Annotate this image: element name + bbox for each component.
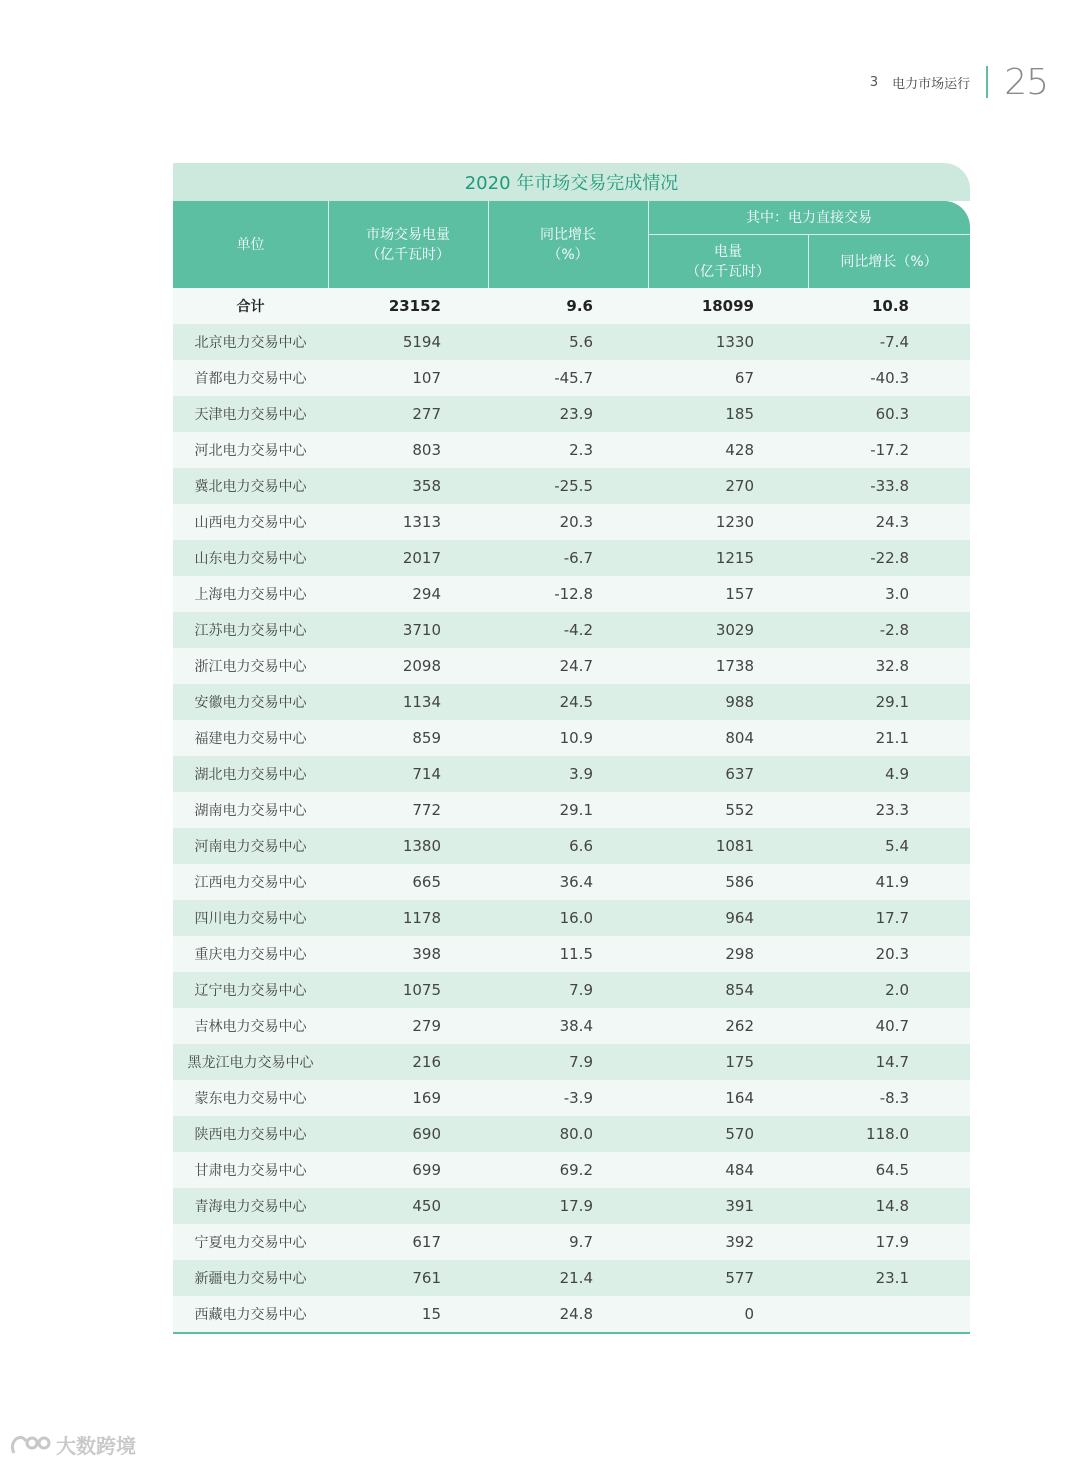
cell-unit: 江苏电力交易中心 [194,623,307,639]
cell-unit: 安徽电力交易中心 [194,695,307,711]
cell-growth: -6.7 [563,549,593,567]
table-row [173,828,970,864]
cell-direct-growth: 32.8 [875,657,909,675]
page-header [870,62,1048,102]
cell-direct-volume: 804 [725,729,754,747]
cell-direct-growth: -2.8 [879,621,909,639]
cell-market-volume: 690 [412,1125,441,1143]
cell-market-volume: 107 [412,369,441,387]
cell-direct-growth: 118.0 [866,1125,909,1143]
table-row [173,792,970,828]
cell-growth: 17.9 [559,1197,593,1215]
cell-unit: 青海电力交易中心 [194,1199,307,1215]
cell-growth: -3.9 [563,1089,593,1107]
cell-direct-volume: 484 [725,1161,754,1179]
header-unit [173,201,328,288]
cell-direct-volume: 164 [725,1089,754,1107]
table-row [173,612,970,648]
cell-direct-volume: 185 [725,405,754,423]
cell-market-volume: 294 [412,585,441,603]
cell-unit: 湖南电力交易中心 [194,803,307,819]
table-row [173,900,970,936]
cell-unit: 湖北电力交易中心 [194,767,307,783]
header-direct-volume-line2: （亿千瓦时） [686,263,770,280]
cell-unit: 山东电力交易中心 [194,551,307,567]
header-direct-growth [808,235,970,288]
table-row [173,1224,970,1260]
cell-market-volume: 450 [412,1197,441,1215]
cell-unit: 蒙东电力交易中心 [194,1091,307,1107]
cell-direct-growth: -8.3 [879,1089,909,1107]
header-direct-group-label: 其中：电力直接交易 [746,209,872,226]
cell-direct-growth: 41.9 [875,873,909,891]
cell-growth: 7.9 [569,981,593,999]
table-row [173,864,970,900]
cell-direct-growth: 3.0 [885,585,909,603]
cell-growth: -25.5 [554,477,593,495]
cell-direct-volume: 586 [725,873,754,891]
cell-market-volume: 772 [412,801,441,819]
table-row [173,720,970,756]
cell-growth: 24.7 [559,657,593,675]
table-row [173,1260,970,1296]
brand-logo-icon [8,1433,52,1457]
cell-direct-growth: -40.3 [870,369,909,387]
cell-direct-growth: 5.4 [885,837,909,855]
table-row [173,540,970,576]
table-header [173,201,970,288]
cell-direct-volume: 1738 [715,657,754,675]
cell-unit: 陕西电力交易中心 [194,1127,307,1143]
page-number: 25 [1004,61,1048,103]
cell-market-volume: 1134 [402,693,441,711]
watermark [8,1430,136,1459]
cell-market-volume: 358 [412,477,441,495]
header-market-volume-line2: （亿千瓦时） [366,246,450,263]
cell-direct-growth: 23.3 [875,801,909,819]
cell-direct-volume: 262 [725,1017,754,1035]
cell-direct-growth: 40.7 [875,1017,909,1035]
cell-unit: 北京电力交易中心 [194,335,307,351]
cell-direct-growth: -7.4 [879,333,909,351]
header-market-volume [328,201,488,288]
cell-market-volume: 1380 [402,837,441,855]
cell-market-volume: 3710 [402,621,441,639]
cell-direct-volume: 298 [725,945,754,963]
cell-unit: 吉林电力交易中心 [194,1019,307,1035]
cell-unit: 浙江电力交易中心 [194,659,307,675]
cell-direct-volume: 270 [725,477,754,495]
cell-direct-volume: 854 [725,981,754,999]
cell-market-volume: 216 [412,1053,441,1071]
cell-direct-volume: 637 [725,765,754,783]
header-direct-volume-line1: 电量 [714,243,742,260]
cell-market-volume: 2017 [402,549,441,567]
table-row [173,1008,970,1044]
cell-direct-volume: 1230 [715,513,754,531]
cell-market-volume: 803 [412,441,441,459]
cell-direct-growth: 23.1 [875,1269,909,1287]
cell-market-volume: 1075 [402,981,441,999]
table-total-row [173,288,970,324]
cell-market-volume: 1178 [402,909,441,927]
table-row [173,936,970,972]
chapter-number: 3 [869,74,879,90]
cell-direct-volume: 3029 [715,621,754,639]
cell-market-volume: 1313 [402,513,441,531]
cell-unit: 黑龙江电力交易中心 [187,1055,314,1071]
cell-direct-volume: 157 [725,585,754,603]
cell-unit: 宁夏电力交易中心 [194,1235,307,1251]
cell-direct-volume: 18099 [701,297,754,315]
header-market-volume-line1: 市场交易电量 [366,226,450,243]
cell-market-volume: 279 [412,1017,441,1035]
cell-direct-growth: 14.7 [875,1053,909,1071]
cell-unit: 天津电力交易中心 [194,407,307,423]
cell-growth: 10.9 [559,729,593,747]
market-trade-table [173,163,970,1334]
cell-unit: 江西电力交易中心 [194,875,307,891]
table-row [173,432,970,468]
cell-market-volume: 23152 [388,297,441,315]
cell-growth: 6.6 [569,837,593,855]
cell-market-volume: 714 [412,765,441,783]
cell-direct-growth: 2.0 [885,981,909,999]
table-row [173,1188,970,1224]
cell-growth: 21.4 [559,1269,593,1287]
cell-unit: 重庆电力交易中心 [194,947,307,963]
table-body [173,288,970,1332]
cell-growth: 9.6 [566,297,593,315]
cell-direct-growth: -22.8 [870,549,909,567]
header-divider [986,66,988,98]
table-row [173,648,970,684]
table-row [173,576,970,612]
cell-growth: 11.5 [559,945,593,963]
cell-growth: 23.9 [559,405,593,423]
cell-unit: 四川电力交易中心 [194,911,307,927]
table-title: 2020 年市场交易完成情况 [173,163,970,201]
cell-unit: 首都电力交易中心 [194,371,307,387]
cell-market-volume: 761 [412,1269,441,1287]
cell-market-volume: 665 [412,873,441,891]
header-growth [488,201,648,288]
cell-unit: 上海电力交易中心 [194,587,307,603]
cell-growth: 80.0 [559,1125,593,1143]
cell-growth: 9.7 [569,1233,593,1251]
cell-growth: 36.4 [559,873,593,891]
cell-direct-volume: 0 [744,1305,754,1323]
cell-unit: 西藏电力交易中心 [194,1307,307,1323]
cell-direct-growth: 4.9 [885,765,909,783]
cell-unit: 山西电力交易中心 [194,515,307,531]
cell-growth: 38.4 [559,1017,593,1035]
table-row [173,684,970,720]
table-row [173,396,970,432]
header-direct-volume [648,235,808,288]
cell-unit: 冀北电力交易中心 [194,479,307,495]
cell-market-volume: 169 [412,1089,441,1107]
header-growth-line1: 同比增长 [540,226,596,243]
cell-growth: -12.8 [554,585,593,603]
cell-direct-volume: 964 [725,909,754,927]
cell-direct-volume: 175 [725,1053,754,1071]
header-growth-line2: （%） [547,246,589,263]
cell-direct-volume: 1215 [715,549,754,567]
cell-direct-volume: 552 [725,801,754,819]
cell-direct-volume: 391 [725,1197,754,1215]
cell-direct-growth: -17.2 [870,441,909,459]
table-row [173,972,970,1008]
cell-direct-growth: 10.8 [871,297,909,315]
table-row [173,756,970,792]
table-row [173,1296,970,1332]
cell-market-volume: 617 [412,1233,441,1251]
cell-unit: 甘肃电力交易中心 [194,1163,307,1179]
cell-direct-volume: 428 [725,441,754,459]
cell-growth: 29.1 [559,801,593,819]
table-row [173,504,970,540]
table-row [173,324,970,360]
cell-direct-growth: 17.9 [875,1233,909,1251]
cell-growth: 24.8 [559,1305,593,1323]
cell-growth: 2.3 [569,441,593,459]
cell-direct-growth: 64.5 [875,1161,909,1179]
cell-growth: 69.2 [559,1161,593,1179]
cell-direct-growth: 24.3 [875,513,909,531]
cell-direct-growth: 21.1 [875,729,909,747]
cell-growth: 5.6 [569,333,593,351]
cell-direct-volume: 392 [725,1233,754,1251]
watermark-text: 大数跨境 [56,1434,136,1458]
table-row [173,1152,970,1188]
chapter-title: 电力市场运行 [892,76,971,92]
cell-direct-growth: 17.7 [875,909,909,927]
cell-market-volume: 398 [412,945,441,963]
cell-market-volume: 5194 [402,333,441,351]
cell-unit: 福建电力交易中心 [194,731,307,747]
table-row [173,1116,970,1152]
cell-unit: 辽宁电力交易中心 [194,983,307,999]
cell-growth: 16.0 [559,909,593,927]
cell-unit: 河南电力交易中心 [194,839,307,855]
cell-direct-growth: 14.8 [875,1197,909,1215]
cell-unit: 河北电力交易中心 [194,443,307,459]
cell-unit: 新疆电力交易中心 [194,1271,307,1287]
header-unit-label: 单位 [236,236,265,253]
cell-direct-growth: -33.8 [870,477,909,495]
cell-market-volume: 859 [412,729,441,747]
cell-direct-growth: 60.3 [875,405,909,423]
cell-direct-growth: 20.3 [875,945,909,963]
cell-growth: -45.7 [554,369,593,387]
header-direct-growth-label: 同比增长（%） [840,253,938,270]
cell-growth: 24.5 [559,693,593,711]
cell-direct-volume: 1081 [715,837,754,855]
table-row [173,468,970,504]
table-row [173,1080,970,1116]
cell-direct-volume: 988 [725,693,754,711]
table-row [173,360,970,396]
cell-market-volume: 15 [421,1305,441,1323]
cell-unit: 合计 [236,299,265,315]
cell-growth: 3.9 [569,765,593,783]
cell-market-volume: 2098 [402,657,441,675]
cell-direct-growth: 29.1 [875,693,909,711]
cell-growth: 7.9 [569,1053,593,1071]
table-bottom-rule [173,1332,970,1334]
cell-direct-volume: 1330 [715,333,754,351]
cell-direct-volume: 577 [725,1269,754,1287]
header-direct-group [648,201,970,234]
cell-direct-volume: 67 [734,369,754,387]
cell-market-volume: 699 [412,1161,441,1179]
cell-market-volume: 277 [412,405,441,423]
cell-direct-volume: 570 [725,1125,754,1143]
table-row [173,1044,970,1080]
cell-growth: 20.3 [559,513,593,531]
cell-growth: -4.2 [563,621,593,639]
